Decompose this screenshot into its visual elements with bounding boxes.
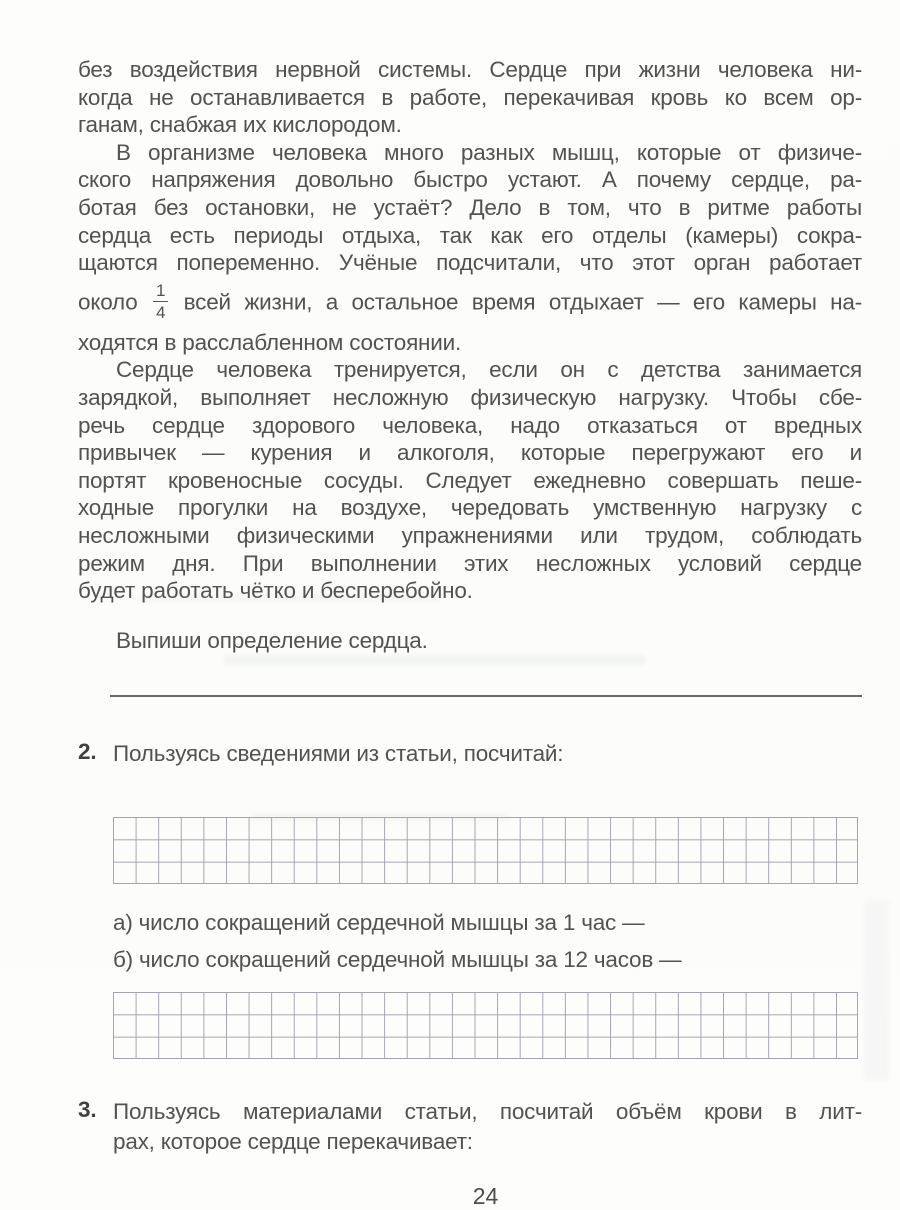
text-line: сердца есть периоды отдыха, так как его отделы (камеры) сокра- <box>78 222 862 248</box>
task-2-prompt: Пользуясь сведениями из статьи, посчитай: <box>113 740 564 766</box>
article-paragraph-2 <box>78 139 862 357</box>
text-line: щаются попеременно. Учёные подсчитали, что этот орган работает <box>78 250 862 276</box>
task-2-body <box>113 739 862 769</box>
fraction-numerator: 1 <box>155 280 166 300</box>
text-line: речь сердце здорового человека, надо отказаться от вредных <box>78 412 862 438</box>
text-line: ганам, снабжая их кислородом. <box>78 112 402 138</box>
article-paragraph-1 <box>78 56 862 139</box>
text-line: режим дня. При выполнении этих несложных условий сердце <box>78 550 862 576</box>
article-paragraph-3 <box>78 356 862 604</box>
task-2-item-a: а) число сокращений сердечной мышцы за 1 час — <box>113 909 645 935</box>
task-2-item-b: б) число сокращений сердечной мышцы за 12 часов — <box>113 947 682 973</box>
fraction-one-quarter <box>153 282 168 321</box>
task-2 <box>78 739 862 769</box>
scan-bleedthrough-artifact <box>864 900 890 1080</box>
text-line: будет работать чётко и бесперебойно. <box>78 578 473 604</box>
text-line: когда не останавливается в работе, перекачивая кровь ко всем ор- <box>78 84 862 110</box>
text-line: В организме человека много разных мышц, которые от физиче- <box>116 139 862 165</box>
text-line: ходятся в расслабленном состоянии. <box>78 329 462 355</box>
answer-grid-1 <box>113 817 858 884</box>
fraction-line-before: около <box>78 289 138 315</box>
task-2-items <box>113 904 862 979</box>
page-number: 24 <box>472 1182 499 1209</box>
page-content <box>78 56 862 1210</box>
answer-grid-2 <box>113 992 858 1059</box>
text-line: ского напряжения довольно быстро устают. А почему сердце, ра- <box>78 167 862 193</box>
text-line: ходные прогулки на воздухе, чередовать умственную нагрузку с <box>78 495 862 521</box>
task-3-line: Пользуясь материалами статьи, посчитай объём крови в лит- <box>113 1098 862 1124</box>
text-line: привычек — курения и алкоголя, которые перегружают его и <box>78 440 862 466</box>
text-line: без воздействия нервной системы. Сердце при жизни человека ни- <box>78 57 862 82</box>
fraction-line-after: всей жизни, а остальное время отдыхает — его камеры на- <box>183 289 862 315</box>
text-line: ботая без остановки, не устаёт? Дело в том, что в ритме работы <box>78 194 862 220</box>
task-3-line: рах, которое сердце перекачивает: <box>113 1128 473 1154</box>
task-2-number: 2. <box>78 738 97 764</box>
task-3-body <box>113 1097 862 1157</box>
text-line: Сердце человека тренируется, если он с детства занимается <box>116 357 862 383</box>
answer-writing-line <box>110 695 862 697</box>
task-3 <box>78 1097 862 1157</box>
fraction-denominator: 4 <box>153 301 168 321</box>
text-line: портят кровеносные сосуды. Следует ежедневно совершать пеше- <box>78 467 862 493</box>
text-line-with-fraction <box>78 277 862 329</box>
task-1-prompt: Выпиши определение сердца. <box>116 627 428 653</box>
task-3-number: 3. <box>78 1096 97 1122</box>
text-line: несложными физическими упражнениями или трудом, соблюдать <box>78 522 862 548</box>
text-line: зарядкой, выполняет несложную физическую нагрузку. Чтобы сбе- <box>78 384 862 410</box>
